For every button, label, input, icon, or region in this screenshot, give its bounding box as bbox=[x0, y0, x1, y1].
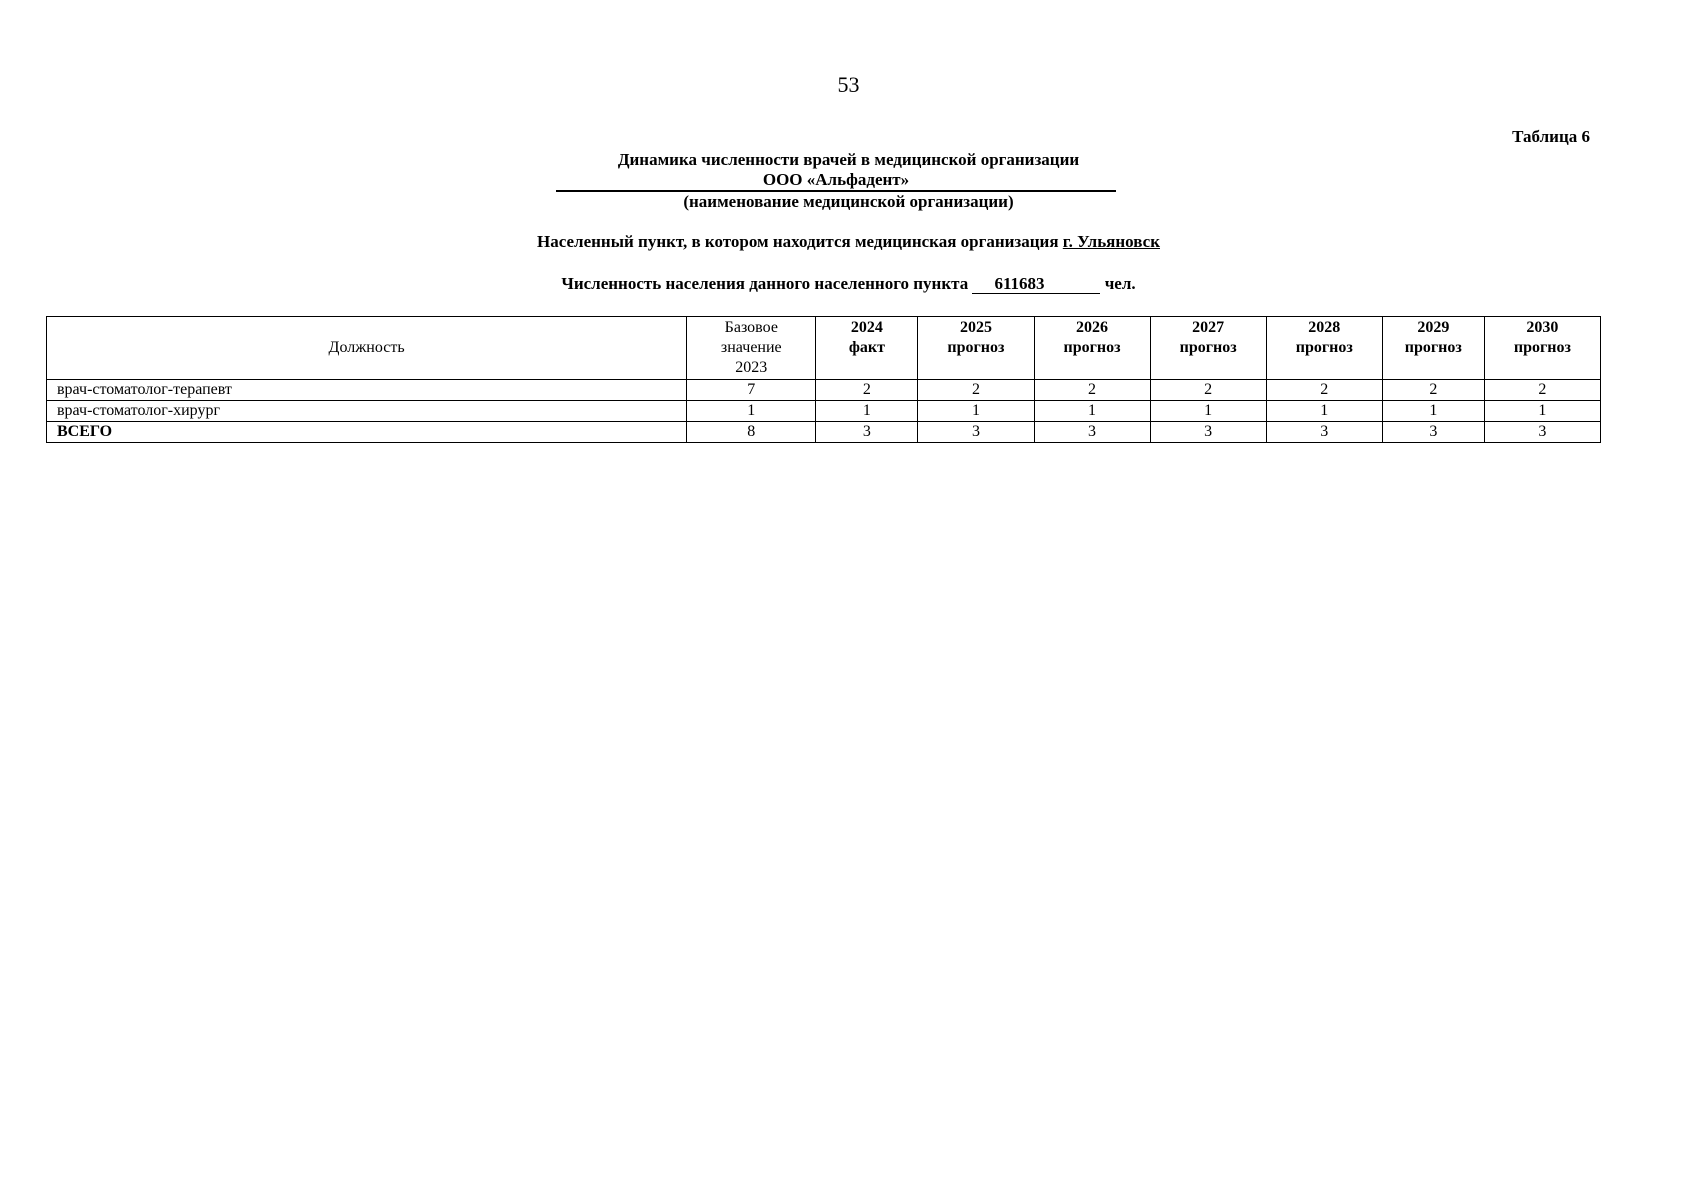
organization-caption: (наименование медицинской организации) bbox=[683, 192, 1014, 211]
table-header-row bbox=[47, 317, 1601, 380]
row-position: врач-стоматолог-хирург bbox=[47, 401, 687, 422]
table-cell: 3 bbox=[1484, 422, 1600, 443]
locality-label: Населенный пункт, в котором находится медицинская организация bbox=[537, 232, 1059, 251]
population-value: 611683 bbox=[994, 274, 1045, 293]
population-field bbox=[972, 275, 1100, 294]
table-cell: 3 bbox=[1034, 422, 1150, 443]
table-cell: 1 bbox=[1034, 401, 1150, 422]
table-cell: 1 bbox=[1484, 401, 1600, 422]
locality-line bbox=[0, 232, 1697, 252]
header-2025: 2025 прогноз bbox=[918, 317, 1034, 380]
table-cell: 3 bbox=[1382, 422, 1484, 443]
table-cell: 1 bbox=[918, 401, 1034, 422]
population-unit: чел. bbox=[1104, 274, 1136, 293]
row-position: врач-стоматолог-терапевт bbox=[47, 380, 687, 401]
table-cell: 2 bbox=[1150, 380, 1266, 401]
table-cell: 3 bbox=[918, 422, 1034, 443]
page-number: 53 bbox=[837, 72, 860, 97]
table-cell: 1 bbox=[1150, 401, 1266, 422]
population-label: Численность населения данного населенного пункта bbox=[561, 274, 969, 293]
header-2024: 2024 факт bbox=[816, 317, 918, 380]
table-cell: 1 bbox=[816, 401, 918, 422]
header-2027: 2027 прогноз bbox=[1150, 317, 1266, 380]
table-cell: 2 bbox=[1382, 380, 1484, 401]
organization-name: ООО «Альфадент» bbox=[556, 170, 1116, 192]
table-cell: 3 bbox=[1266, 422, 1382, 443]
table-cell: 2 bbox=[1484, 380, 1600, 401]
header-base-value: Базовое значение 2023 bbox=[687, 317, 816, 380]
locality-value: г. Ульяновск bbox=[1062, 232, 1160, 251]
table-cell: 3 bbox=[1150, 422, 1266, 443]
table-cell: 2 bbox=[816, 380, 918, 401]
table-cell: 2 bbox=[1034, 380, 1150, 401]
table-cell: 3 bbox=[816, 422, 918, 443]
table-row bbox=[47, 380, 1601, 401]
table-cell: 1 bbox=[687, 401, 816, 422]
table-row bbox=[47, 401, 1601, 422]
population-line bbox=[0, 274, 1697, 294]
table-label: Таблица 6 bbox=[1512, 127, 1590, 146]
table-cell: 8 bbox=[687, 422, 816, 443]
table-cell: 7 bbox=[687, 380, 816, 401]
header-2028: 2028 прогноз bbox=[1266, 317, 1382, 380]
table-cell: 2 bbox=[918, 380, 1034, 401]
header-2030: 2030 прогноз bbox=[1484, 317, 1600, 380]
header-position: Должность bbox=[47, 317, 687, 380]
document-heading: Динамика численности врачей в медицинской организации bbox=[617, 150, 1080, 169]
table-row-total bbox=[47, 422, 1601, 443]
doctors-staff-table bbox=[46, 316, 1601, 443]
table-cell: 1 bbox=[1266, 401, 1382, 422]
table-cell: 2 bbox=[1266, 380, 1382, 401]
header-2029: 2029 прогноз bbox=[1382, 317, 1484, 380]
row-position-total: ВСЕГО bbox=[47, 422, 687, 443]
header-2026: 2026 прогноз bbox=[1034, 317, 1150, 380]
table-cell: 1 bbox=[1382, 401, 1484, 422]
